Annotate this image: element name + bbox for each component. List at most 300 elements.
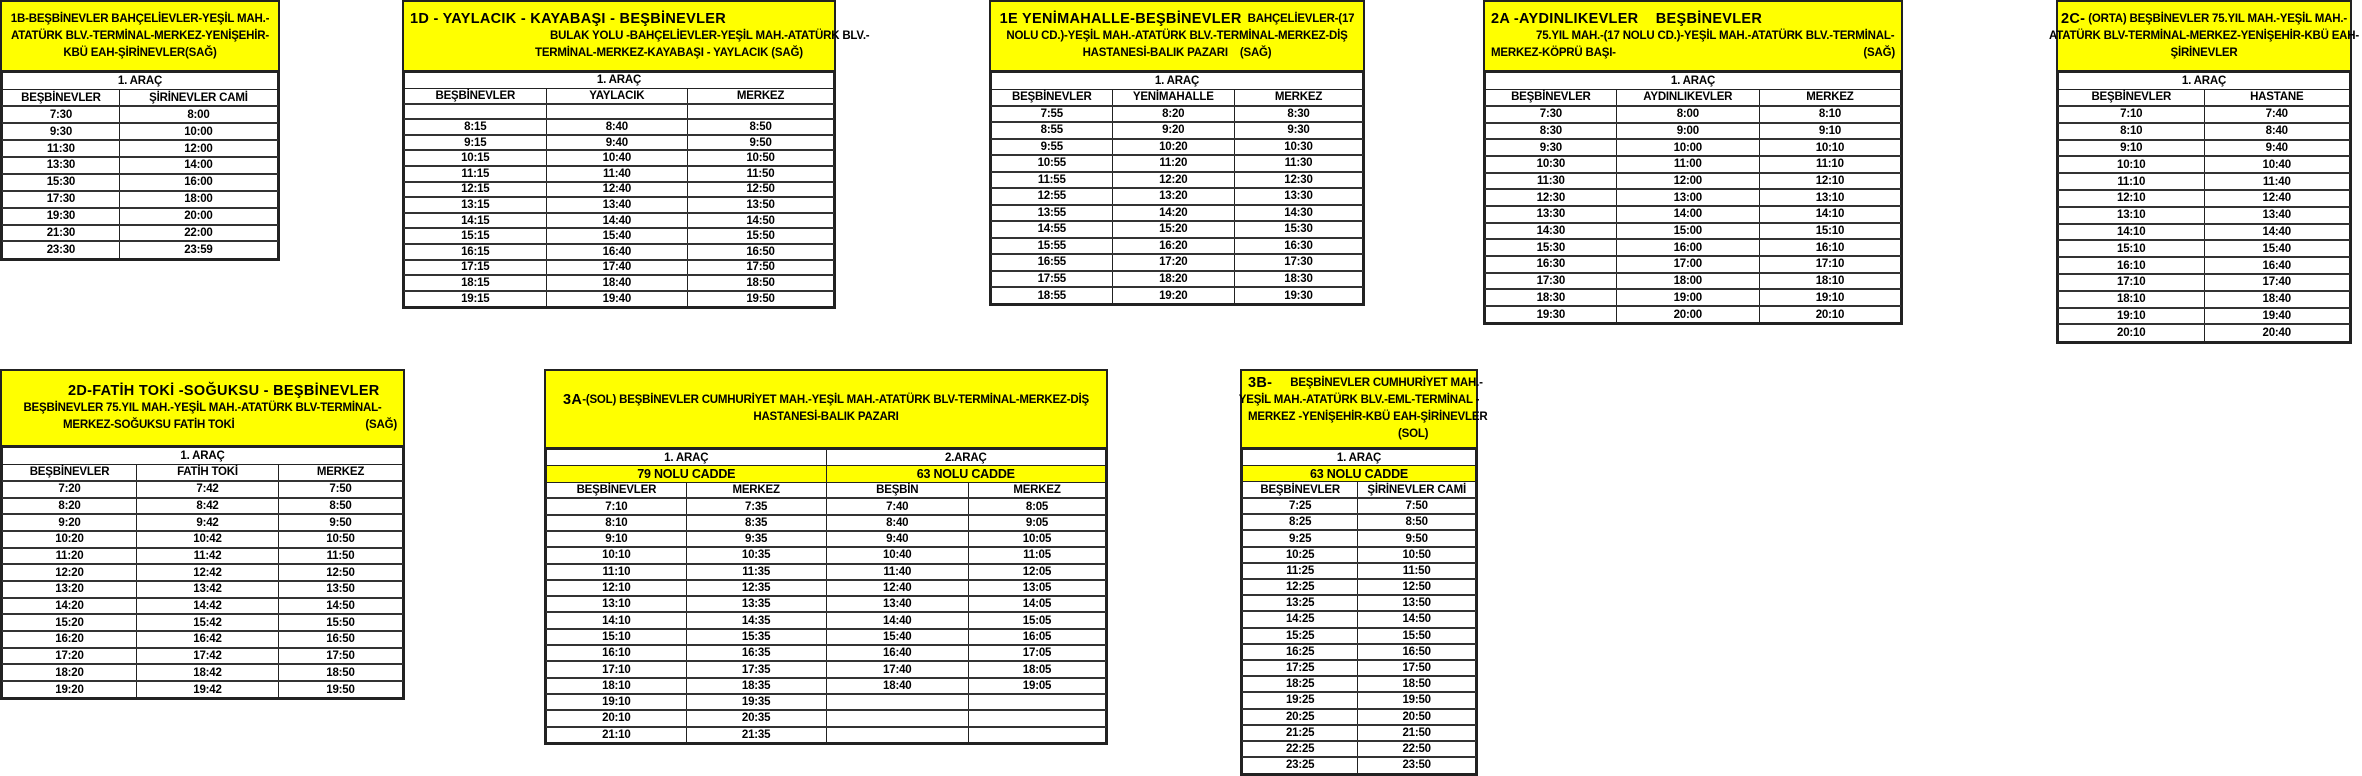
departure-time: 16:30 <box>1234 238 1362 255</box>
table-row <box>992 106 1363 123</box>
timetable-2a <box>1483 0 1903 325</box>
route-title-line <box>8 11 272 28</box>
route-title-line <box>2049 28 2360 45</box>
table-row <box>1243 547 1476 563</box>
departure-time: 18:40 <box>546 275 688 291</box>
departure-time: 16:25 <box>1243 644 1358 660</box>
table-row <box>405 104 834 120</box>
departure-time: 13:30 <box>3 157 120 174</box>
table-row <box>3 664 403 681</box>
departure-time: 21:50 <box>1358 725 1476 741</box>
departure-time: 14:05 <box>969 596 1106 612</box>
table-row <box>547 661 1106 677</box>
route-title-line <box>1491 28 1895 45</box>
street-label: 63 NOLU CADDE <box>826 466 1106 482</box>
table-row <box>3 514 403 531</box>
departure-time: 11:00 <box>1616 156 1759 173</box>
departure-time: 23:50 <box>1358 757 1476 773</box>
route-description: YEŞİL MAH.-ATATÜRK BLV.-EML-TERMİNAL - <box>1238 394 1480 406</box>
departure-time: 17:05 <box>969 645 1106 661</box>
vehicle-row <box>547 450 1106 466</box>
departure-time: 16:42 <box>137 631 279 648</box>
departure-time: 7:42 <box>137 481 279 498</box>
table-row <box>3 241 278 258</box>
table-row <box>2059 123 2350 140</box>
table-row <box>1243 725 1476 741</box>
table-row <box>405 197 834 213</box>
departure-time: 19:15 <box>405 291 547 307</box>
vehicle-label: 1. ARAÇ <box>1486 73 1901 90</box>
departure-time: 9:20 <box>1112 122 1234 139</box>
departure-time: 18:00 <box>119 191 277 208</box>
departure-time: 8:50 <box>279 498 403 515</box>
column-header: BEŞBİNEVLER <box>3 464 137 481</box>
departure-time: 15:10 <box>2059 240 2205 257</box>
departure-time: 8:25 <box>1243 514 1358 530</box>
table-row <box>405 150 834 166</box>
departure-time: 10:10 <box>2059 156 2205 173</box>
column-header: AYDINLIKEVLER <box>1616 89 1759 106</box>
table-row <box>1486 156 1901 173</box>
departure-time: 8:20 <box>3 498 137 515</box>
column-header: BEŞBİNEVLER <box>1486 89 1617 106</box>
departure-time: 19:42 <box>137 681 279 698</box>
departure-time: 15:42 <box>137 614 279 631</box>
departure-time: 10:30 <box>1486 156 1617 173</box>
departure-time: 9:35 <box>686 531 826 547</box>
departure-time: 17:40 <box>2204 274 2350 291</box>
departure-time: 11:25 <box>1243 563 1358 579</box>
schedule-table <box>2 447 403 698</box>
departure-time: 13:25 <box>1243 595 1358 611</box>
departure-time: 18:25 <box>1243 676 1358 692</box>
departure-time: 13:20 <box>3 581 137 598</box>
departure-time: 19:10 <box>547 694 687 710</box>
route-title-line <box>1491 11 1895 28</box>
departure-time: 13:40 <box>546 197 688 213</box>
departure-time: 10:42 <box>137 531 279 548</box>
departure-time: 15:55 <box>992 238 1113 255</box>
column-header-row <box>992 89 1363 106</box>
departure-time: 16:05 <box>969 629 1106 645</box>
departure-time: 15:05 <box>969 612 1106 628</box>
departure-time: 10:00 <box>119 123 277 140</box>
departure-time: 18:55 <box>992 287 1113 304</box>
departure-time: 9:30 <box>1486 139 1617 156</box>
route-description: 1B-BEŞBİNEVLER BAHÇELİEVLER-YEŞİL MAH.- <box>10 12 270 25</box>
departure-time: 18:30 <box>1234 271 1362 288</box>
departure-time: 13:00 <box>1616 189 1759 206</box>
departure-time: 19:10 <box>2059 308 2205 325</box>
departure-time: 9:10 <box>2059 140 2205 157</box>
departure-time: 11:15 <box>405 166 547 182</box>
table-row <box>1486 106 1901 123</box>
departure-time: 16:40 <box>2204 257 2350 274</box>
route-description: MERKEZ-SOĞUKSU FATİH TOKİ <box>63 418 235 431</box>
table-row <box>405 228 834 244</box>
departure-time: 23:30 <box>3 241 120 258</box>
departure-time: 20:35 <box>686 710 826 726</box>
table-row <box>1486 123 1901 140</box>
column-header: BEŞBİNEVLER <box>2059 89 2205 106</box>
departure-time: 18:05 <box>969 661 1106 677</box>
table-row <box>547 515 1106 531</box>
departure-time: 16:35 <box>686 645 826 661</box>
departure-time: 10:30 <box>1234 139 1362 156</box>
departure-time: 16:40 <box>826 645 969 661</box>
route-description: (ORTA) BEŞBİNEVLER 75.YIL MAH.-YEŞİL MAH.- <box>2085 12 2347 25</box>
table-row <box>3 225 278 242</box>
departure-time <box>969 710 1106 726</box>
route-title-line <box>552 392 1100 409</box>
departure-time: 12:40 <box>546 182 688 198</box>
departure-time: 16:20 <box>3 631 137 648</box>
table-row <box>1243 692 1476 708</box>
departure-time: 20:50 <box>1358 709 1476 725</box>
table-row <box>3 140 278 157</box>
departure-time <box>826 694 969 710</box>
column-header-row <box>405 88 834 104</box>
table-row <box>1486 256 1901 273</box>
table-row <box>547 547 1106 563</box>
departure-time: 13:50 <box>1358 595 1476 611</box>
route-title-line <box>1238 392 1480 409</box>
table-row <box>547 596 1106 612</box>
departure-time: 8:50 <box>688 119 834 135</box>
table-row <box>992 155 1363 172</box>
departure-time: 10:35 <box>686 547 826 563</box>
table-row <box>992 271 1363 288</box>
departure-time: 19:50 <box>279 681 403 698</box>
departure-time: 11:50 <box>1358 563 1476 579</box>
departure-time: 16:40 <box>546 244 688 260</box>
column-header-row <box>1243 482 1476 498</box>
route-title-line <box>8 417 397 434</box>
timetable-2c <box>2049 0 2360 344</box>
schedule-table <box>2 72 278 259</box>
route-description: BEŞBİNEVLER CUMHURİYET MAH.- <box>1272 377 1483 389</box>
departure-time: 11:05 <box>969 547 1106 563</box>
table-row <box>1486 206 1901 223</box>
vehicle-row <box>1243 450 1476 466</box>
departure-time: 13:10 <box>547 596 687 612</box>
departure-time: 18:42 <box>137 664 279 681</box>
route-title-line <box>997 11 1357 28</box>
departure-time: 15:40 <box>826 629 969 645</box>
departure-time: 11:10 <box>1759 156 1900 173</box>
departure-time: 16:10 <box>2059 257 2205 274</box>
timetable-1d <box>402 0 870 309</box>
departure-time: 13:40 <box>826 596 969 612</box>
departure-time: 12:00 <box>1616 173 1759 190</box>
departure-time: 7:30 <box>3 106 120 123</box>
route-description: ATATÜRK BLV-TERMİNAL-MERKEZ-YENİŞEHİR-KBÜ EAH- <box>2049 29 2360 42</box>
departure-time: 22:25 <box>1243 741 1358 757</box>
table-row <box>547 694 1106 710</box>
route-description: HASTANESİ-BALIK PAZARI <box>753 411 899 423</box>
route-title-line <box>8 400 397 417</box>
table-row <box>1243 676 1476 692</box>
table-row <box>1486 139 1901 156</box>
departure-time: 11:50 <box>279 548 403 565</box>
departure-time: 13:10 <box>1759 189 1900 206</box>
departure-time: 15:30 <box>1234 221 1362 238</box>
table-row <box>405 135 834 151</box>
route-title-line <box>410 28 870 45</box>
departure-time: 13:50 <box>279 581 403 598</box>
table-row <box>547 564 1106 580</box>
departure-time: 9:00 <box>1616 123 1759 140</box>
route-title-line <box>1248 409 1488 426</box>
departure-time: 12:50 <box>688 182 834 198</box>
departure-time: 13:05 <box>969 580 1106 596</box>
departure-time: 12:40 <box>2204 190 2350 207</box>
departure-time: 12:10 <box>1759 173 1900 190</box>
departure-time <box>826 727 969 743</box>
departure-time: 16:50 <box>279 631 403 648</box>
column-header: MERKEZ <box>279 464 403 481</box>
table-row <box>1243 579 1476 595</box>
vehicle-row <box>405 73 834 89</box>
table-row <box>992 287 1363 304</box>
departure-time: 21:35 <box>686 727 826 743</box>
route-code: 3B- <box>1248 375 1273 391</box>
table-row <box>1243 709 1476 725</box>
table-row <box>547 531 1106 547</box>
column-header-row <box>3 464 403 481</box>
table-row <box>2059 224 2350 241</box>
departure-time: 13:42 <box>137 581 279 598</box>
departure-time: 10:40 <box>826 547 969 563</box>
table-row <box>3 106 278 123</box>
departure-time: 10:20 <box>1112 139 1234 156</box>
route-title-line <box>8 45 272 62</box>
departure-time: 19:30 <box>1234 287 1362 304</box>
table-row <box>1486 289 1901 306</box>
departure-time: 9:30 <box>3 123 120 140</box>
table-row <box>1486 223 1901 240</box>
table-row <box>2059 156 2350 173</box>
route-header <box>2 371 403 447</box>
departure-time: 9:50 <box>279 514 403 531</box>
departure-time: 7:30 <box>1486 106 1617 123</box>
departure-time: 12:55 <box>992 188 1113 205</box>
departure-time: 15:10 <box>1759 223 1900 240</box>
departure-time: 17:40 <box>826 661 969 677</box>
schedule-table <box>2058 72 2350 342</box>
table-row <box>3 648 403 665</box>
departure-time: 19:25 <box>1243 692 1358 708</box>
route-title-line <box>8 383 397 400</box>
table-row <box>1243 595 1476 611</box>
table-row <box>2059 257 2350 274</box>
departure-time: 7:55 <box>992 106 1113 123</box>
route-code: 1E YENİMAHALLE-BEŞBİNEVLER <box>999 10 1242 27</box>
departure-time: 11:30 <box>1234 155 1362 172</box>
departure-time: 12:50 <box>279 564 403 581</box>
departure-time: 18:50 <box>1358 676 1476 692</box>
departure-time: 16:20 <box>1112 238 1234 255</box>
table-row <box>547 629 1106 645</box>
departure-time: 8:00 <box>119 106 277 123</box>
departure-time: 10:05 <box>969 531 1106 547</box>
table-row <box>2059 173 2350 190</box>
schedule-table <box>546 449 1106 743</box>
departure-time: 14:15 <box>405 213 547 229</box>
departure-time: 7:20 <box>3 481 137 498</box>
departure-time: 10:20 <box>3 531 137 548</box>
departure-time: 16:50 <box>688 244 834 260</box>
table-row <box>3 498 403 515</box>
departure-time: 20:40 <box>2204 324 2350 341</box>
column-header-row <box>547 482 1106 498</box>
departure-time <box>969 694 1106 710</box>
departure-time: 7:50 <box>279 481 403 498</box>
column-header: ŞİRİNEVLER CAMİ <box>1358 482 1476 498</box>
departure-time: 17:20 <box>1112 254 1234 271</box>
departure-time: 13:10 <box>2059 207 2205 224</box>
departure-time: 21:30 <box>3 225 120 242</box>
departure-time: 17:50 <box>279 648 403 665</box>
departure-time: 17:50 <box>688 260 834 276</box>
departure-time: 11:30 <box>3 140 120 157</box>
departure-time: 15:50 <box>279 614 403 631</box>
table-row <box>547 678 1106 694</box>
departure-time: 18:40 <box>826 678 969 694</box>
departure-time: 15:25 <box>1243 628 1358 644</box>
table-row <box>3 191 278 208</box>
table-row <box>3 598 403 615</box>
departure-time: 20:00 <box>1616 306 1759 323</box>
departure-time: 9:15 <box>405 135 547 151</box>
departure-time: 19:30 <box>1486 306 1617 323</box>
route-description: MERKEZ -YENİŞEHİR-KBÜ EAH-ŞİRİNEVLER <box>1248 411 1488 423</box>
route-code: 3A <box>563 392 583 408</box>
departure-time: 18:10 <box>2059 291 2205 308</box>
departure-time: 14:10 <box>547 612 687 628</box>
departure-time: 14:00 <box>119 157 277 174</box>
table-row <box>405 119 834 135</box>
departure-time: 11:50 <box>688 166 834 182</box>
table-row <box>1243 660 1476 676</box>
departure-time: 13:55 <box>992 205 1113 222</box>
route-code: 1D - YAYLACIK - KAYABAŞI - BEŞBİNEVLER <box>410 10 726 27</box>
departure-time: 20:25 <box>1243 709 1358 725</box>
departure-time: 9:40 <box>546 135 688 151</box>
table-row <box>1486 273 1901 290</box>
departure-time: 10:10 <box>547 547 687 563</box>
departure-time: 18:15 <box>405 275 547 291</box>
departure-time: 9:50 <box>688 135 834 151</box>
route-description: (SOL) <box>1398 428 1429 440</box>
route-description: NOLU CD.)-YEŞİL MAH.-ATATÜRK BLV.-TERMİNAL-MERKEZ-DİŞ <box>1006 29 1348 42</box>
column-header-row <box>2059 89 2350 106</box>
departure-time: 19:00 <box>1616 289 1759 306</box>
table-row <box>1243 628 1476 644</box>
table-row <box>3 123 278 140</box>
column-header: FATİH TOKİ <box>137 464 279 481</box>
column-header: MERKEZ <box>1234 89 1362 106</box>
departure-time: 11:55 <box>992 172 1113 189</box>
column-header: BEŞBİN <box>826 482 969 498</box>
departure-time: 9:10 <box>547 531 687 547</box>
route-description: HASTANESİ-BALIK PAZARI (SAĞ) <box>1082 46 1272 59</box>
departure-time: 12:30 <box>1234 172 1362 189</box>
departure-time: 16:00 <box>119 174 277 191</box>
departure-time: 19:35 <box>686 694 826 710</box>
route-header <box>546 371 1106 449</box>
table-row <box>547 727 1106 743</box>
table-row <box>1486 189 1901 206</box>
table-row <box>547 645 1106 661</box>
departure-time: 14:30 <box>1486 223 1617 240</box>
departure-time: 9:42 <box>137 514 279 531</box>
table-row <box>3 208 278 225</box>
departure-time: 14:40 <box>546 213 688 229</box>
table-row <box>992 221 1363 238</box>
departure-time: 15:30 <box>1486 239 1617 256</box>
departure-time: 10:50 <box>1358 547 1476 563</box>
column-header: BEŞBİNEVLER <box>405 88 547 104</box>
table-row <box>2059 308 2350 325</box>
departure-time: 15:50 <box>1358 628 1476 644</box>
departure-time: 9:50 <box>1358 530 1476 546</box>
departure-time: 18:00 <box>1616 273 1759 290</box>
departure-time: 8:40 <box>826 515 969 531</box>
timetable-1b <box>0 0 280 261</box>
vehicle-row <box>3 73 278 90</box>
vehicle-label: 1. ARAÇ <box>405 73 834 89</box>
departure-time: 12:35 <box>686 580 826 596</box>
departure-time: 18:30 <box>1486 289 1617 306</box>
departure-time: 20:10 <box>2059 324 2205 341</box>
table-row <box>3 481 403 498</box>
vehicle-label: 1. ARAÇ <box>3 448 403 465</box>
departure-time: 12:20 <box>1112 172 1234 189</box>
departure-time: 12:10 <box>547 580 687 596</box>
departure-time: 19:05 <box>969 678 1106 694</box>
vehicle-label: 1. ARAÇ <box>1243 450 1476 466</box>
departure-time: 8:10 <box>1759 106 1900 123</box>
departure-time <box>688 104 834 120</box>
vehicle-label: 1. ARAÇ <box>992 73 1363 90</box>
departure-time: 17:15 <box>405 260 547 276</box>
timetable-1e <box>989 0 1365 306</box>
departure-time: 14:40 <box>826 612 969 628</box>
departure-time: 11:40 <box>2204 173 2350 190</box>
departure-time: 8:40 <box>2204 123 2350 140</box>
departure-time: 9:40 <box>2204 140 2350 157</box>
route-code: 2D-FATİH TOKİ -SOĞUKSU - BEŞBİNEVLER <box>68 382 380 399</box>
departure-time: 8:30 <box>1486 123 1617 140</box>
schedule-table <box>1485 72 1901 323</box>
departure-time: 17:10 <box>2059 274 2205 291</box>
departure-time: 8:10 <box>2059 123 2205 140</box>
departure-time: 10:55 <box>992 155 1113 172</box>
timetable-3b <box>1238 369 1488 776</box>
departure-time: 22:00 <box>119 225 277 242</box>
departure-time: 16:15 <box>405 244 547 260</box>
table-row <box>2059 207 2350 224</box>
table-row <box>2059 240 2350 257</box>
departure-time: 13:30 <box>1234 188 1362 205</box>
route-title-line <box>997 28 1357 45</box>
column-header: HASTANE <box>2204 89 2350 106</box>
departure-time: 8:35 <box>686 515 826 531</box>
departure-time: 7:50 <box>1358 498 1476 514</box>
departure-time: 14:50 <box>688 213 834 229</box>
departure-time: 9:25 <box>1243 530 1358 546</box>
